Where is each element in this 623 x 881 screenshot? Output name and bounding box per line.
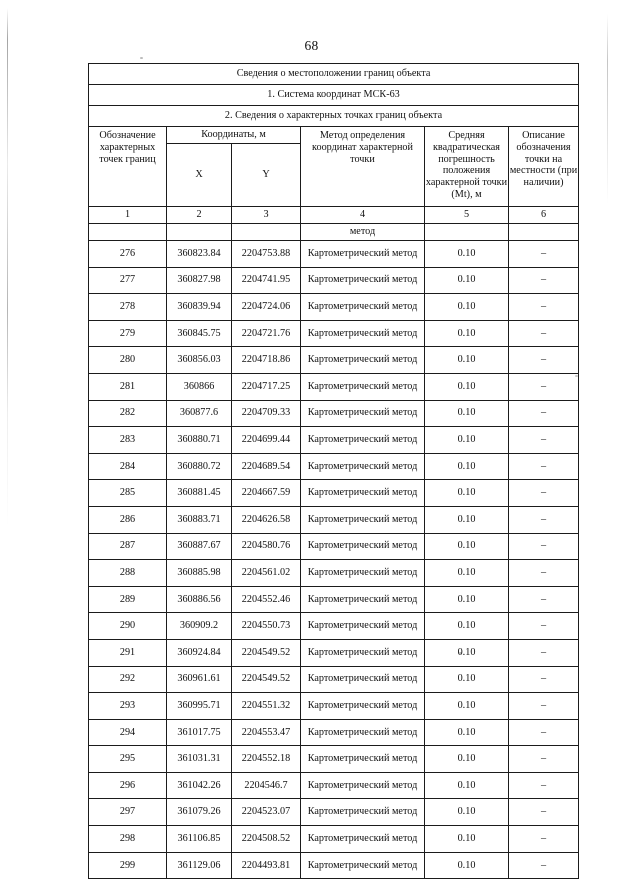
boundary-points-table	[88, 63, 579, 879]
determination-method: Картометрический метод	[301, 533, 425, 560]
mean-square-error: 0.10	[425, 826, 509, 853]
column-number-4: 4	[301, 207, 425, 224]
table-row	[89, 852, 579, 879]
coordinate-y: 2204561.02	[232, 560, 301, 587]
determination-method: Картометрический метод	[301, 453, 425, 480]
point-number: 283	[89, 427, 167, 454]
mean-square-error: 0.10	[425, 613, 509, 640]
point-description: –	[509, 453, 579, 480]
coordinate-x: 360995.71	[167, 693, 232, 720]
determination-method: Картометрический метод	[301, 294, 425, 321]
coordinate-y: 2204721.76	[232, 320, 301, 347]
column-number-3: 3	[232, 207, 301, 224]
continuation-x	[167, 224, 232, 241]
coordinate-y: 2204753.88	[232, 241, 301, 268]
point-description: –	[509, 241, 579, 268]
point-number: 291	[89, 639, 167, 666]
coordinate-y: 2204724.06	[232, 294, 301, 321]
scan-artifact-left-edge	[7, 8, 8, 528]
continuation-row	[89, 224, 579, 241]
point-number: 287	[89, 533, 167, 560]
coordinate-x: 361031.31	[167, 746, 232, 773]
table-row	[89, 427, 579, 454]
determination-method: Картометрический метод	[301, 852, 425, 879]
coordinate-y: 2204552.18	[232, 746, 301, 773]
table-row	[89, 506, 579, 533]
point-description: –	[509, 427, 579, 454]
table-row	[89, 373, 579, 400]
mean-square-error: 0.10	[425, 427, 509, 454]
coordinate-y: 2204549.52	[232, 666, 301, 693]
point-number: 278	[89, 294, 167, 321]
coordinate-y: 2204626.58	[232, 506, 301, 533]
point-description: –	[509, 799, 579, 826]
table-row	[89, 294, 579, 321]
point-number: 285	[89, 480, 167, 507]
coordinate-x: 361042.26	[167, 772, 232, 799]
mean-square-error: 0.10	[425, 347, 509, 374]
table-title-row	[89, 64, 579, 85]
coordinate-x: 360827.98	[167, 267, 232, 294]
coordinate-x: 361106.85	[167, 826, 232, 853]
determination-method: Картометрический метод	[301, 586, 425, 613]
table-row	[89, 347, 579, 374]
scan-artifact-speck	[140, 57, 143, 59]
point-description: –	[509, 586, 579, 613]
coordinate-x: 360856.03	[167, 347, 232, 374]
mean-square-error: 0.10	[425, 506, 509, 533]
coordinate-y: 2204699.44	[232, 427, 301, 454]
section-label-characteristic-points: 2. Сведения о характерных точках границ объекта	[89, 106, 579, 127]
point-number: 280	[89, 347, 167, 374]
determination-method: Картометрический метод	[301, 666, 425, 693]
header-point-designation: Обозначение характерных точек границ	[89, 127, 167, 207]
determination-method: Картометрический метод	[301, 320, 425, 347]
point-number: 298	[89, 826, 167, 853]
coordinate-x: 360961.61	[167, 666, 232, 693]
coordinate-y: 2204549.52	[232, 639, 301, 666]
point-description: –	[509, 480, 579, 507]
point-description: –	[509, 772, 579, 799]
table-row	[89, 586, 579, 613]
point-number: 289	[89, 586, 167, 613]
coordinate-x: 360880.72	[167, 453, 232, 480]
column-number-2: 2	[167, 207, 232, 224]
point-description: –	[509, 560, 579, 587]
coordinate-x: 360881.45	[167, 480, 232, 507]
coordinate-x: 360909.2	[167, 613, 232, 640]
point-number: 292	[89, 666, 167, 693]
table-row	[89, 453, 579, 480]
determination-method: Картометрический метод	[301, 373, 425, 400]
point-description: –	[509, 533, 579, 560]
column-number-row	[89, 207, 579, 224]
continuation-error	[425, 224, 509, 241]
coordinate-x: 361079.26	[167, 799, 232, 826]
table-row	[89, 693, 579, 720]
coordinate-x: 360885.98	[167, 560, 232, 587]
determination-method: Картометрический метод	[301, 480, 425, 507]
coordinate-y: 2204552.46	[232, 586, 301, 613]
coordinate-y: 2204551.32	[232, 693, 301, 720]
column-number-6: 6	[509, 207, 579, 224]
coordinate-x: 360924.84	[167, 639, 232, 666]
continuation-description	[509, 224, 579, 241]
coordinate-x: 360877.6	[167, 400, 232, 427]
determination-method: Картометрический метод	[301, 799, 425, 826]
column-number-5: 5	[425, 207, 509, 224]
page-number: 68	[304, 38, 319, 53]
mean-square-error: 0.10	[425, 453, 509, 480]
determination-method: Картометрический метод	[301, 427, 425, 454]
determination-method: Картометрический метод	[301, 560, 425, 587]
coordinate-x: 360883.71	[167, 506, 232, 533]
continuation-point	[89, 224, 167, 241]
mean-square-error: 0.10	[425, 666, 509, 693]
coordinate-y: 2204741.95	[232, 267, 301, 294]
coordinate-y: 2204508.52	[232, 826, 301, 853]
determination-method: Картометрический метод	[301, 347, 425, 374]
boundary-points-table-container	[88, 63, 578, 879]
continuation-method: метод	[301, 224, 425, 241]
point-number: 297	[89, 799, 167, 826]
header-coordinate-x: X	[167, 144, 232, 207]
table-row	[89, 267, 579, 294]
header-row-top	[89, 127, 579, 144]
point-number: 293	[89, 693, 167, 720]
coordinate-y: 2204667.59	[232, 480, 301, 507]
point-description: –	[509, 826, 579, 853]
mean-square-error: 0.10	[425, 852, 509, 879]
point-description: –	[509, 693, 579, 720]
continuation-y	[232, 224, 301, 241]
mean-square-error: 0.10	[425, 400, 509, 427]
section-row-characteristic-points	[89, 106, 579, 127]
table-body	[89, 64, 579, 879]
coordinate-x: 360845.75	[167, 320, 232, 347]
mean-square-error: 0.10	[425, 373, 509, 400]
point-number: 276	[89, 241, 167, 268]
point-number: 277	[89, 267, 167, 294]
coordinate-y: 2204718.86	[232, 347, 301, 374]
coordinate-y: 2204689.54	[232, 453, 301, 480]
mean-square-error: 0.10	[425, 560, 509, 587]
determination-method: Картометрический метод	[301, 746, 425, 773]
coordinate-x: 360887.67	[167, 533, 232, 560]
point-description: –	[509, 320, 579, 347]
coordinate-x: 361129.06	[167, 852, 232, 879]
point-number: 284	[89, 453, 167, 480]
determination-method: Картометрический метод	[301, 506, 425, 533]
determination-method: Картометрический метод	[301, 267, 425, 294]
table-row	[89, 613, 579, 640]
coordinate-x: 360886.56	[167, 586, 232, 613]
point-description: –	[509, 746, 579, 773]
mean-square-error: 0.10	[425, 320, 509, 347]
point-number: 295	[89, 746, 167, 773]
determination-method: Картометрический метод	[301, 693, 425, 720]
point-description: –	[509, 506, 579, 533]
header-coordinate-y: Y	[232, 144, 301, 207]
coordinate-y: 2204550.73	[232, 613, 301, 640]
point-description: –	[509, 267, 579, 294]
table-row	[89, 320, 579, 347]
point-description: –	[509, 719, 579, 746]
mean-square-error: 0.10	[425, 480, 509, 507]
table-row	[89, 639, 579, 666]
header-determination-method: Метод определения координат характерной точки	[301, 127, 425, 207]
coordinate-x: 360880.71	[167, 427, 232, 454]
point-description: –	[509, 613, 579, 640]
coordinate-y: 2204553.47	[232, 719, 301, 746]
coordinate-y: 2204580.76	[232, 533, 301, 560]
mean-square-error: 0.10	[425, 693, 509, 720]
table-row	[89, 826, 579, 853]
coordinate-y: 2204717.25	[232, 373, 301, 400]
point-number: 281	[89, 373, 167, 400]
determination-method: Картометрический метод	[301, 613, 425, 640]
point-description: –	[509, 639, 579, 666]
coordinate-x: 361017.75	[167, 719, 232, 746]
determination-method: Картометрический метод	[301, 241, 425, 268]
table-title: Сведения о местоположении границ объекта	[89, 64, 579, 85]
mean-square-error: 0.10	[425, 772, 509, 799]
mean-square-error: 0.10	[425, 586, 509, 613]
table-row	[89, 799, 579, 826]
coordinate-y: 2204523.07	[232, 799, 301, 826]
coordinate-y: 2204493.81	[232, 852, 301, 879]
table-row	[89, 241, 579, 268]
header-point-description: Описание обозначения точки на местности (при наличии)	[509, 127, 579, 207]
mean-square-error: 0.10	[425, 241, 509, 268]
point-description: –	[509, 347, 579, 374]
point-number: 299	[89, 852, 167, 879]
table-row	[89, 746, 579, 773]
header-mean-square-error: Средняя квадратическая погрешность положения характерной точки (Мt), м	[425, 127, 509, 207]
mean-square-error: 0.10	[425, 294, 509, 321]
determination-method: Картометрический метод	[301, 772, 425, 799]
coordinate-x: 360823.84	[167, 241, 232, 268]
coordinate-x: 360866	[167, 373, 232, 400]
section-label-coordinate-system: 1. Система координат МСК-63	[89, 85, 579, 106]
coordinate-x: 360839.94	[167, 294, 232, 321]
point-number: 290	[89, 613, 167, 640]
point-description: –	[509, 373, 579, 400]
coordinate-y: 2204546.7	[232, 772, 301, 799]
table-row	[89, 772, 579, 799]
point-number: 279	[89, 320, 167, 347]
mean-square-error: 0.10	[425, 639, 509, 666]
table-row	[89, 533, 579, 560]
point-number: 296	[89, 772, 167, 799]
determination-method: Картометрический метод	[301, 719, 425, 746]
point-number: 282	[89, 400, 167, 427]
column-number-1: 1	[89, 207, 167, 224]
point-description: –	[509, 666, 579, 693]
mean-square-error: 0.10	[425, 267, 509, 294]
mean-square-error: 0.10	[425, 533, 509, 560]
mean-square-error: 0.10	[425, 719, 509, 746]
determination-method: Картометрический метод	[301, 826, 425, 853]
table-row	[89, 719, 579, 746]
determination-method: Картометрический метод	[301, 639, 425, 666]
header-coordinates-group: Координаты, м	[167, 127, 301, 144]
point-description: –	[509, 852, 579, 879]
table-row	[89, 560, 579, 587]
mean-square-error: 0.10	[425, 799, 509, 826]
point-number: 294	[89, 719, 167, 746]
mean-square-error: 0.10	[425, 746, 509, 773]
point-number: 286	[89, 506, 167, 533]
point-description: –	[509, 400, 579, 427]
table-row	[89, 400, 579, 427]
table-row	[89, 480, 579, 507]
coordinate-y: 2204709.33	[232, 400, 301, 427]
section-row-coordinate-system	[89, 85, 579, 106]
point-description: –	[509, 294, 579, 321]
point-number: 288	[89, 560, 167, 587]
table-row	[89, 666, 579, 693]
determination-method: Картометрический метод	[301, 400, 425, 427]
